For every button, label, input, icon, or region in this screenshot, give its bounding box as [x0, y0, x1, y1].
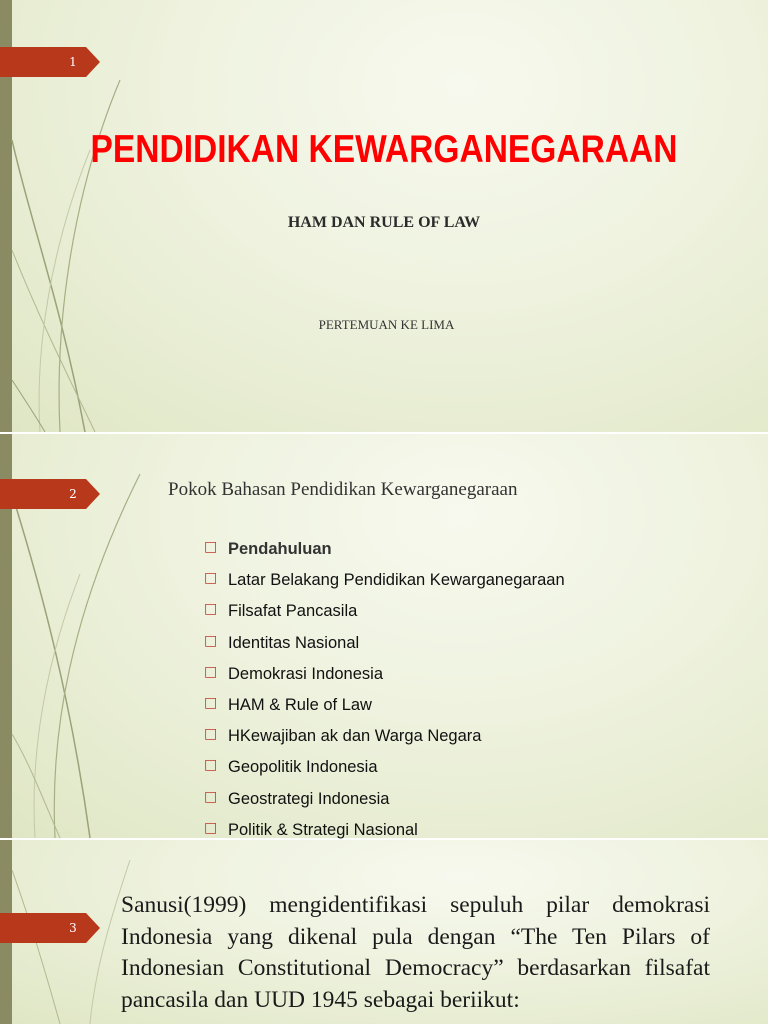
- slide-number-tag: [0, 479, 100, 509]
- hollow-square-bullet-icon: □: [204, 539, 218, 555]
- list-item: □ Pendahuluan: [204, 537, 565, 568]
- hollow-square-bullet-icon: □: [204, 726, 218, 743]
- hollow-square-bullet-icon: □: [204, 788, 218, 805]
- list-item: □ HAM & Rule of Law: [204, 693, 565, 724]
- list-item: □ Geostrategi Indonesia: [204, 787, 565, 818]
- hollow-square-bullet-icon: □: [204, 757, 218, 774]
- slide-1: [0, 0, 768, 432]
- hollow-square-bullet-icon: □: [204, 819, 218, 836]
- topic-list: [204, 537, 565, 849]
- hollow-square-bullet-icon: □: [204, 694, 218, 711]
- list-item: □ Identitas Nasional: [204, 631, 565, 662]
- slide-subtitle: HAM DAN RULE OF LAW: [287, 214, 481, 231]
- list-item: □ HKewajiban ak dan Warga Negara: [204, 724, 565, 755]
- meeting-label: PERTEMUAN KE LIMA: [318, 317, 455, 332]
- slide-number-tag: [0, 47, 100, 77]
- slide-heading: Pokok Bahasan Pendidikan Kewarganegaraan: [168, 479, 518, 500]
- slide-number: 1: [69, 55, 77, 69]
- list-item: □ Geopolitik Indonesia: [204, 755, 565, 786]
- list-item: □ Latar Belakang Pendidikan Kewarganegaraan: [204, 568, 565, 599]
- hollow-square-bullet-icon: □: [204, 570, 218, 587]
- slide-number-tag: [0, 913, 100, 943]
- hollow-square-bullet-icon: □: [204, 663, 218, 680]
- list-item: □ Filsafat Pancasila: [204, 599, 565, 630]
- slide-paragraph: Sanusi(1999) mengidentifikasi sepuluh pilar demokrasi Indonesia yang dikenal pula dengan “The Ten Pilars of Indonesian Constitutional Democracy” berdasarkan filsafat pancasila dan UUD 1945 sebagai beriikut:: [121, 892, 710, 1013]
- hollow-square-bullet-icon: □: [204, 632, 218, 649]
- list-item: □ Demokrasi Indonesia: [204, 662, 565, 693]
- slide-title: PENDIDIKAN KEWARGANEGARAAN: [90, 128, 678, 171]
- slide-number: 3: [69, 921, 77, 935]
- list-item: □ Politik & Strategi Nasional: [204, 818, 565, 849]
- hollow-square-bullet-icon: □: [204, 601, 218, 618]
- slide-number: 2: [69, 487, 77, 501]
